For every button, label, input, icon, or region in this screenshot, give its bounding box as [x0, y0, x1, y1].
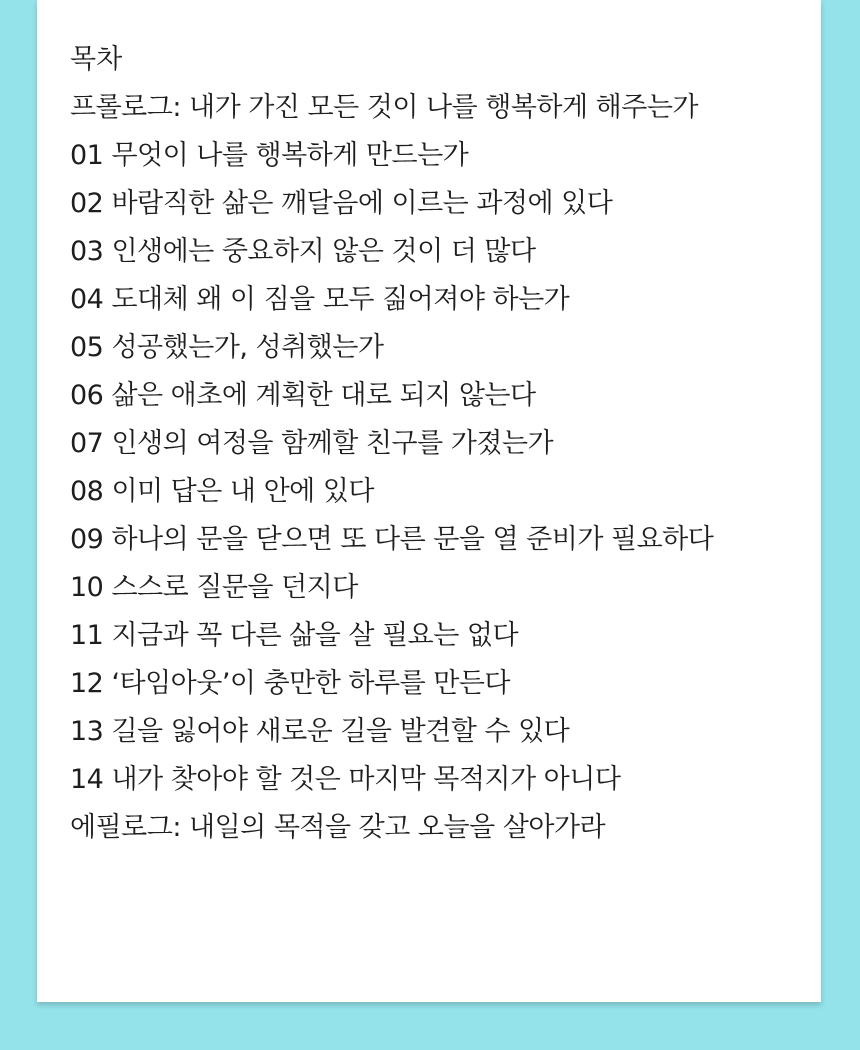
toc-item-epilogue: 에필로그: 내일의 목적을 갖고 오늘을 살아가라 — [70, 812, 606, 843]
toc-item-11: 11 지금과 꼭 다른 삶을 살 필요는 없다 — [70, 620, 519, 651]
page-sheet — [37, 0, 821, 1002]
toc-item-06: 06 삶은 애초에 계획한 대로 되지 않는다 — [70, 380, 536, 411]
toc-item-12: 12 ‘타임아웃’이 충만한 하루를 만든다 — [70, 668, 510, 699]
toc-item-05: 05 성공했는가, 성취했는가 — [70, 332, 384, 363]
toc-item-01: 01 무엇이 나를 행복하게 만드는가 — [70, 140, 469, 171]
toc-item-02: 02 바람직한 삶은 깨달음에 이르는 과정에 있다 — [70, 188, 613, 219]
toc-item-04: 04 도대체 왜 이 짐을 모두 짊어져야 하는가 — [70, 284, 570, 315]
toc-item-08: 08 이미 답은 내 안에 있다 — [70, 476, 375, 507]
toc-item-09: 09 하나의 문을 닫으면 또 다른 문을 열 준비가 필요하다 — [70, 524, 714, 555]
toc-item-10: 10 스스로 질문을 던지다 — [70, 572, 358, 603]
toc-heading: 목차 — [70, 44, 123, 75]
toc-item-07: 07 인생의 여정을 함께할 친구를 가졌는가 — [70, 428, 554, 459]
toc-item-03: 03 인생에는 중요하지 않은 것이 더 많다 — [70, 236, 536, 267]
toc-item-13: 13 길을 잃어야 새로운 길을 발견할 수 있다 — [70, 716, 570, 747]
toc-item-14: 14 내가 찾아야 할 것은 마지막 목적지가 아니다 — [70, 764, 621, 795]
table-of-contents — [70, 36, 713, 852]
toc-item-prologue: 프롤로그: 내가 가진 모든 것이 나를 행복하게 해주는가 — [70, 92, 698, 123]
